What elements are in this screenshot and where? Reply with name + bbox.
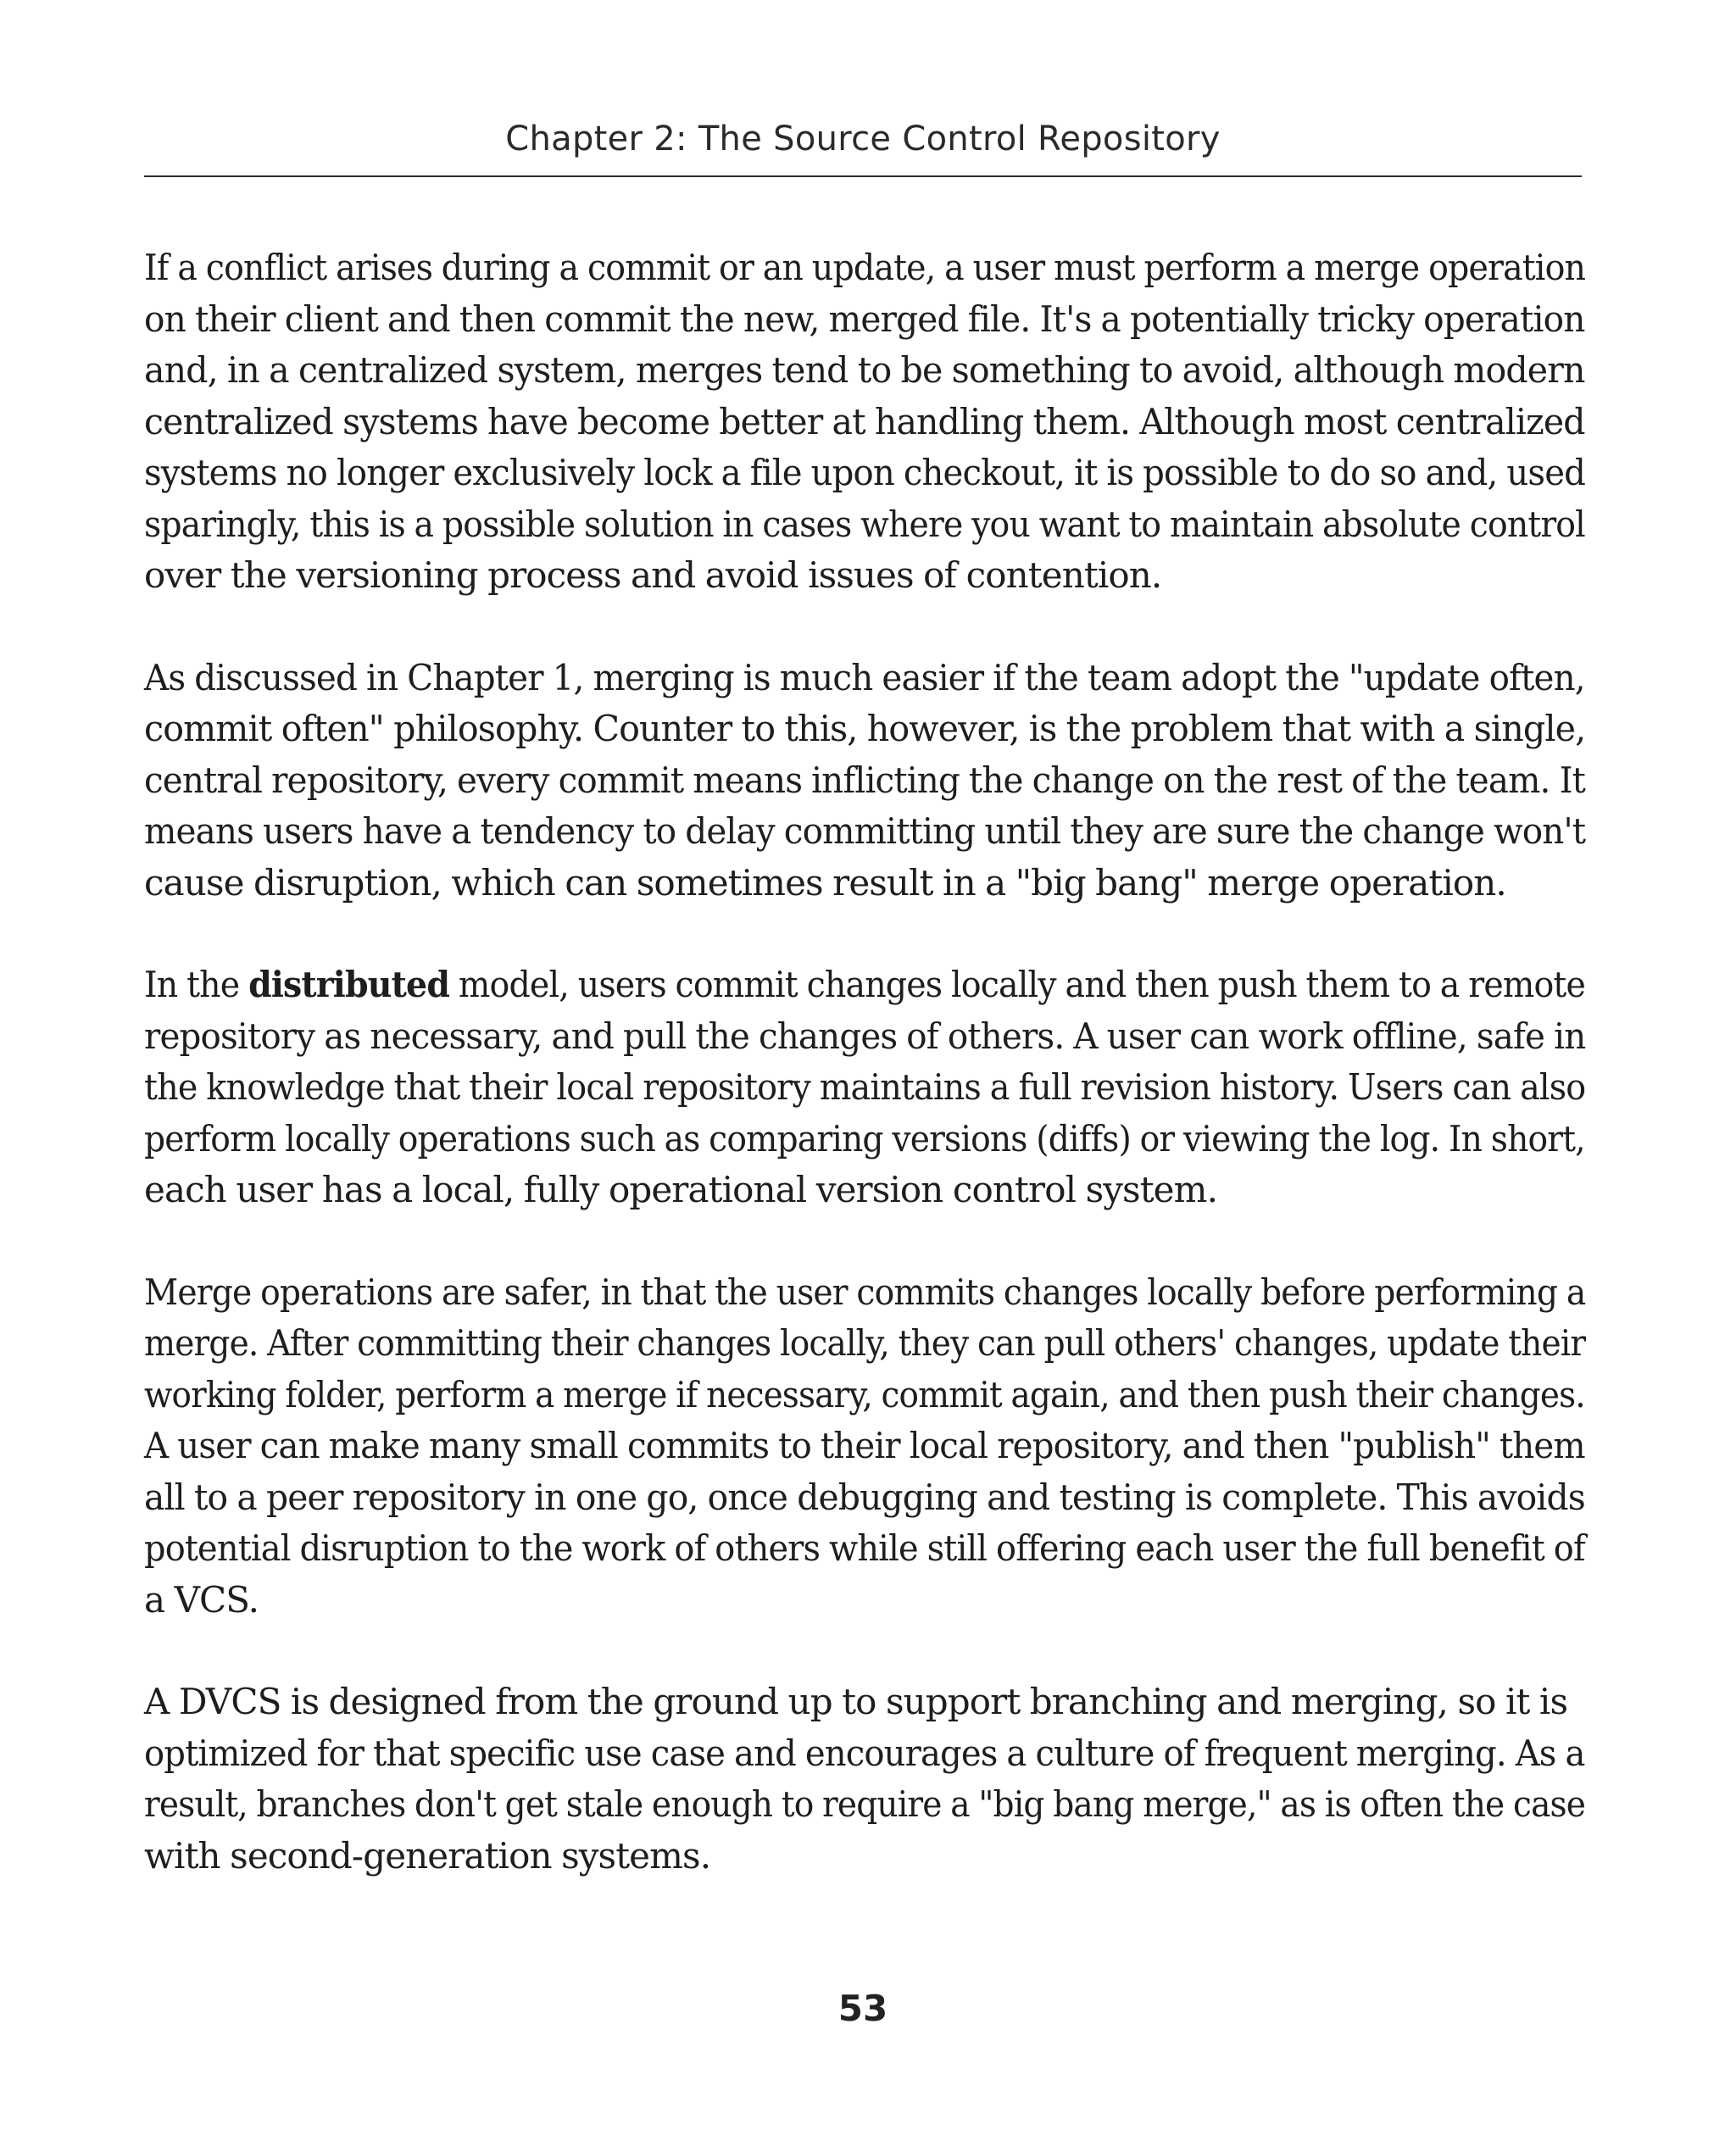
text-run: In the bbox=[144, 964, 249, 1005]
text-line: working folder, perform a merge if necessary, commit again, and then push their changes. bbox=[144, 1373, 1585, 1415]
text-line: sparingly, this is a possible solution in cases where you want to maintain absolute control bbox=[144, 503, 1585, 545]
running-header: Chapter 2: The Source Control Repository bbox=[505, 120, 1221, 158]
paragraph-update-often bbox=[144, 653, 1585, 909]
text-line: with second-generation systems. bbox=[144, 1834, 711, 1877]
text-line: over the versioning process and avoid issues of contention. bbox=[144, 554, 1162, 596]
paragraph-distributed-model bbox=[144, 959, 1585, 1216]
text-line: the knowledge that their local repository maintains a full revision history. Users can also bbox=[144, 1066, 1586, 1108]
text-line: cause disruption, which can sometimes result in a "big bang" merge operation. bbox=[144, 861, 1506, 904]
paragraph-safer-merges bbox=[144, 1267, 1585, 1627]
text-line: each user has a local, fully operational version control system. bbox=[144, 1169, 1218, 1210]
text-line: result, branches don't get stale enough to require a "big bang merge," as is often the case bbox=[144, 1783, 1586, 1825]
text-line: central repository, every commit means inflicting the change on the rest of the team. It bbox=[144, 759, 1586, 801]
paragraph-dvcs-branching bbox=[144, 1677, 1585, 1882]
text-line: means users have a tendency to delay committing until they are sure the change won't bbox=[144, 810, 1586, 852]
text-line: If a conflict arises during a commit or an update, a user must perform a merge operation bbox=[144, 247, 1586, 288]
text-line: centralized systems have become better at handling them. Although most centralized bbox=[144, 400, 1585, 442]
text-line: on their client and then commit the new, merged file. It's a potentially tricky operation bbox=[144, 298, 1585, 340]
text-line: A DVCS is designed from the ground up to support branching and merging, so it is bbox=[144, 1681, 1568, 1722]
text-line: and, in a centralized system, merges tend to be something to avoid, although modern bbox=[144, 349, 1585, 391]
header-rule bbox=[144, 175, 1582, 177]
body-text bbox=[144, 242, 1585, 1932]
text-line: all to a peer repository in one go, once debugging and testing is complete. This avoids bbox=[144, 1476, 1585, 1518]
text-line bbox=[144, 959, 1585, 1011]
page-number: 53 bbox=[837, 1988, 888, 2029]
paragraph-merge-conflicts bbox=[144, 242, 1585, 602]
text-line: Merge operations are safer, in that the user commits changes locally before performing a bbox=[144, 1271, 1586, 1313]
text-line: A user can make many small commits to their local repository, and then "publish" them bbox=[144, 1425, 1585, 1466]
text-line: commit often" philosophy. Counter to this, however, is the problem that with a single, bbox=[144, 708, 1586, 749]
text-line: a VCS. bbox=[144, 1578, 259, 1621]
text-line: merge. After committing their changes locally, they can pull others' changes, update their bbox=[144, 1322, 1586, 1364]
text-line: As discussed in Chapter 1, merging is much easier if the team adopt the "update often, bbox=[144, 656, 1585, 698]
text-line: perform locally operations such as comparing versions (diffs) or viewing the log. In short, bbox=[144, 1117, 1585, 1159]
bold-term-distributed: distributed bbox=[248, 964, 450, 1005]
text-line: optimized for that specific use case and encourages a culture of frequent merging. As a bbox=[144, 1732, 1585, 1774]
text-line: potential disruption to the work of others while still offering each user the full benefit of bbox=[144, 1527, 1585, 1569]
text-line: repository as necessary, and pull the changes of others. A user can work offline, safe in bbox=[144, 1015, 1586, 1057]
text-line: systems no longer exclusively lock a file upon checkout, it is possible to do so and, used bbox=[144, 452, 1586, 493]
text-run: model, users commit changes locally and then push them to a remote bbox=[449, 964, 1585, 1005]
